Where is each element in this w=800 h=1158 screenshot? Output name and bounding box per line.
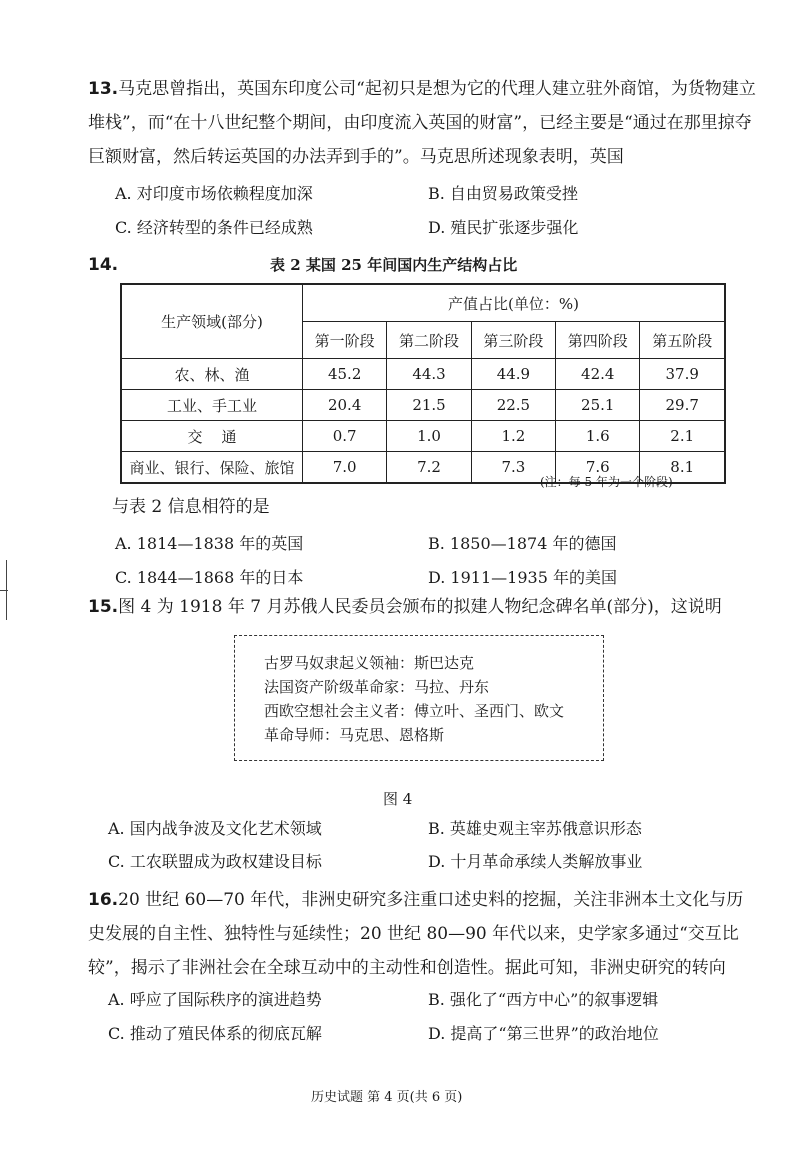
question-13 bbox=[88, 72, 758, 174]
table-row bbox=[121, 390, 725, 421]
question-number: 14. bbox=[88, 255, 119, 275]
option-d[interactable]: D. 提高了“第三世界”的政治地位 bbox=[428, 1024, 659, 1043]
table-header-stage: 第四阶段 bbox=[556, 322, 640, 359]
cell-value: 7.0 bbox=[303, 452, 387, 484]
cell-value: 44.3 bbox=[387, 359, 471, 390]
figure-line: 法国资产阶级革命家：马拉、丹东 bbox=[264, 678, 490, 696]
cell-value: 0.7 bbox=[303, 421, 387, 452]
table-header-sector: 生产领域(部分) bbox=[121, 284, 303, 359]
option-b[interactable]: B. 英雄史观主宰苏俄意识形态 bbox=[428, 819, 642, 838]
figure-line: 西欧空想社会主义者：傅立叶、圣西门、欧文 bbox=[264, 702, 565, 720]
question-stem: 马克思曾指出，英国东印度公司“起初只是想为它的代理人建立驻外商馆，为货物建立堆栈”，而“在十八世纪整个期间，由印度流入英国的财富”，已经主要是“通过在那里掠夺巨额财富，然后转运英国的办法弄到手的”。马克思所述现象表明，英国 bbox=[88, 79, 756, 167]
table-row bbox=[121, 359, 725, 390]
question-stem: 图 4 为 1918 年 7 月苏俄人民委员会颁布的拟建人物纪念碑名单(部分)，这说明 bbox=[118, 597, 722, 617]
table-header-value: 产值占比(单位：%) bbox=[303, 284, 726, 322]
cell-value: 2.1 bbox=[640, 421, 725, 452]
figure-caption: 图 4 bbox=[383, 790, 413, 808]
row-sector: 工业、手工业 bbox=[121, 390, 303, 421]
cell-value: 7.2 bbox=[387, 452, 471, 484]
cell-value: 42.4 bbox=[556, 359, 640, 390]
cell-value: 1.6 bbox=[556, 421, 640, 452]
option-d[interactable]: D. 十月革命承续人类解放事业 bbox=[428, 852, 643, 871]
table-header-stage: 第三阶段 bbox=[471, 322, 555, 359]
question-stem: 20 世纪 60—70 年代，非洲史研究多注重口述史料的挖掘，关注非洲本土文化与历史发展的自主性、独特性与延续性；20 世纪 80—90 年代以来，史学家多通过“交互比较”，揭示了非洲社会在全球互动中的主动性和创造性。据此可知，非洲史研究的转向 bbox=[88, 890, 744, 978]
table-note: (注：每 5 年为一个阶段) bbox=[540, 475, 673, 489]
binding-mark bbox=[0, 590, 8, 591]
option-b[interactable]: B. 1850—1874 年的德国 bbox=[428, 534, 617, 553]
option-b[interactable]: B. 强化了“西方中心”的叙事逻辑 bbox=[428, 990, 659, 1009]
cell-value: 44.9 bbox=[471, 359, 555, 390]
option-a[interactable]: A. 对印度市场依赖程度加深 bbox=[115, 184, 313, 203]
row-sector: 交 通 bbox=[121, 421, 303, 452]
row-sector: 农、林、渔 bbox=[121, 359, 303, 390]
production-structure-table bbox=[120, 283, 726, 484]
table-caption: 表 2 某国 25 年间国内生产结构占比 bbox=[270, 256, 518, 274]
option-a[interactable]: A. 1814—1838 年的英国 bbox=[115, 534, 304, 553]
question-number: 13. bbox=[88, 79, 119, 99]
option-c[interactable]: C. 1844—1868 年的日本 bbox=[115, 568, 304, 587]
figure-line: 革命导师：马克思、恩格斯 bbox=[264, 726, 445, 744]
question-14-prompt: 与表 2 信息相符的是 bbox=[112, 497, 270, 517]
cell-value: 37.9 bbox=[640, 359, 725, 390]
cell-value: 29.7 bbox=[640, 390, 725, 421]
cell-value: 1.2 bbox=[471, 421, 555, 452]
cell-value: 21.5 bbox=[387, 390, 471, 421]
option-d[interactable]: D. 殖民扩张逐步强化 bbox=[428, 218, 579, 237]
cell-value: 7.6 bbox=[556, 452, 640, 484]
figure-line: 古罗马奴隶起义领袖：斯巴达克 bbox=[264, 654, 475, 672]
cell-value: 8.1 bbox=[640, 452, 725, 484]
table-header-stage: 第一阶段 bbox=[303, 322, 387, 359]
row-sector: 商业、银行、保险、旅馆 bbox=[121, 452, 303, 484]
question-number: 16. bbox=[88, 890, 119, 910]
option-c[interactable]: C. 推动了殖民体系的彻底瓦解 bbox=[108, 1024, 322, 1043]
option-a[interactable]: A. 呼应了国际秩序的演进趋势 bbox=[108, 990, 322, 1009]
cell-value: 20.4 bbox=[303, 390, 387, 421]
cell-value: 25.1 bbox=[556, 390, 640, 421]
option-c[interactable]: C. 工农联盟成为政权建设目标 bbox=[108, 852, 322, 871]
option-a[interactable]: A. 国内战争波及文化艺术领域 bbox=[108, 819, 322, 838]
option-b[interactable]: B. 自由贸易政策受挫 bbox=[428, 184, 578, 203]
table-row bbox=[121, 421, 725, 452]
option-d[interactable]: D. 1911—1935 年的美国 bbox=[428, 568, 617, 587]
cell-value: 1.0 bbox=[387, 421, 471, 452]
table-header-stage: 第五阶段 bbox=[640, 322, 725, 359]
cell-value: 7.3 bbox=[471, 452, 555, 484]
cell-value: 22.5 bbox=[471, 390, 555, 421]
question-number: 15. bbox=[88, 597, 119, 617]
cell-value: 45.2 bbox=[303, 359, 387, 390]
question-15 bbox=[88, 590, 758, 624]
page-footer: 历史试题 第 4 页(共 6 页) bbox=[311, 1090, 463, 1105]
option-c[interactable]: C. 经济转型的条件已经成熟 bbox=[115, 218, 313, 237]
question-16 bbox=[88, 883, 758, 985]
table-header-stage: 第二阶段 bbox=[387, 322, 471, 359]
